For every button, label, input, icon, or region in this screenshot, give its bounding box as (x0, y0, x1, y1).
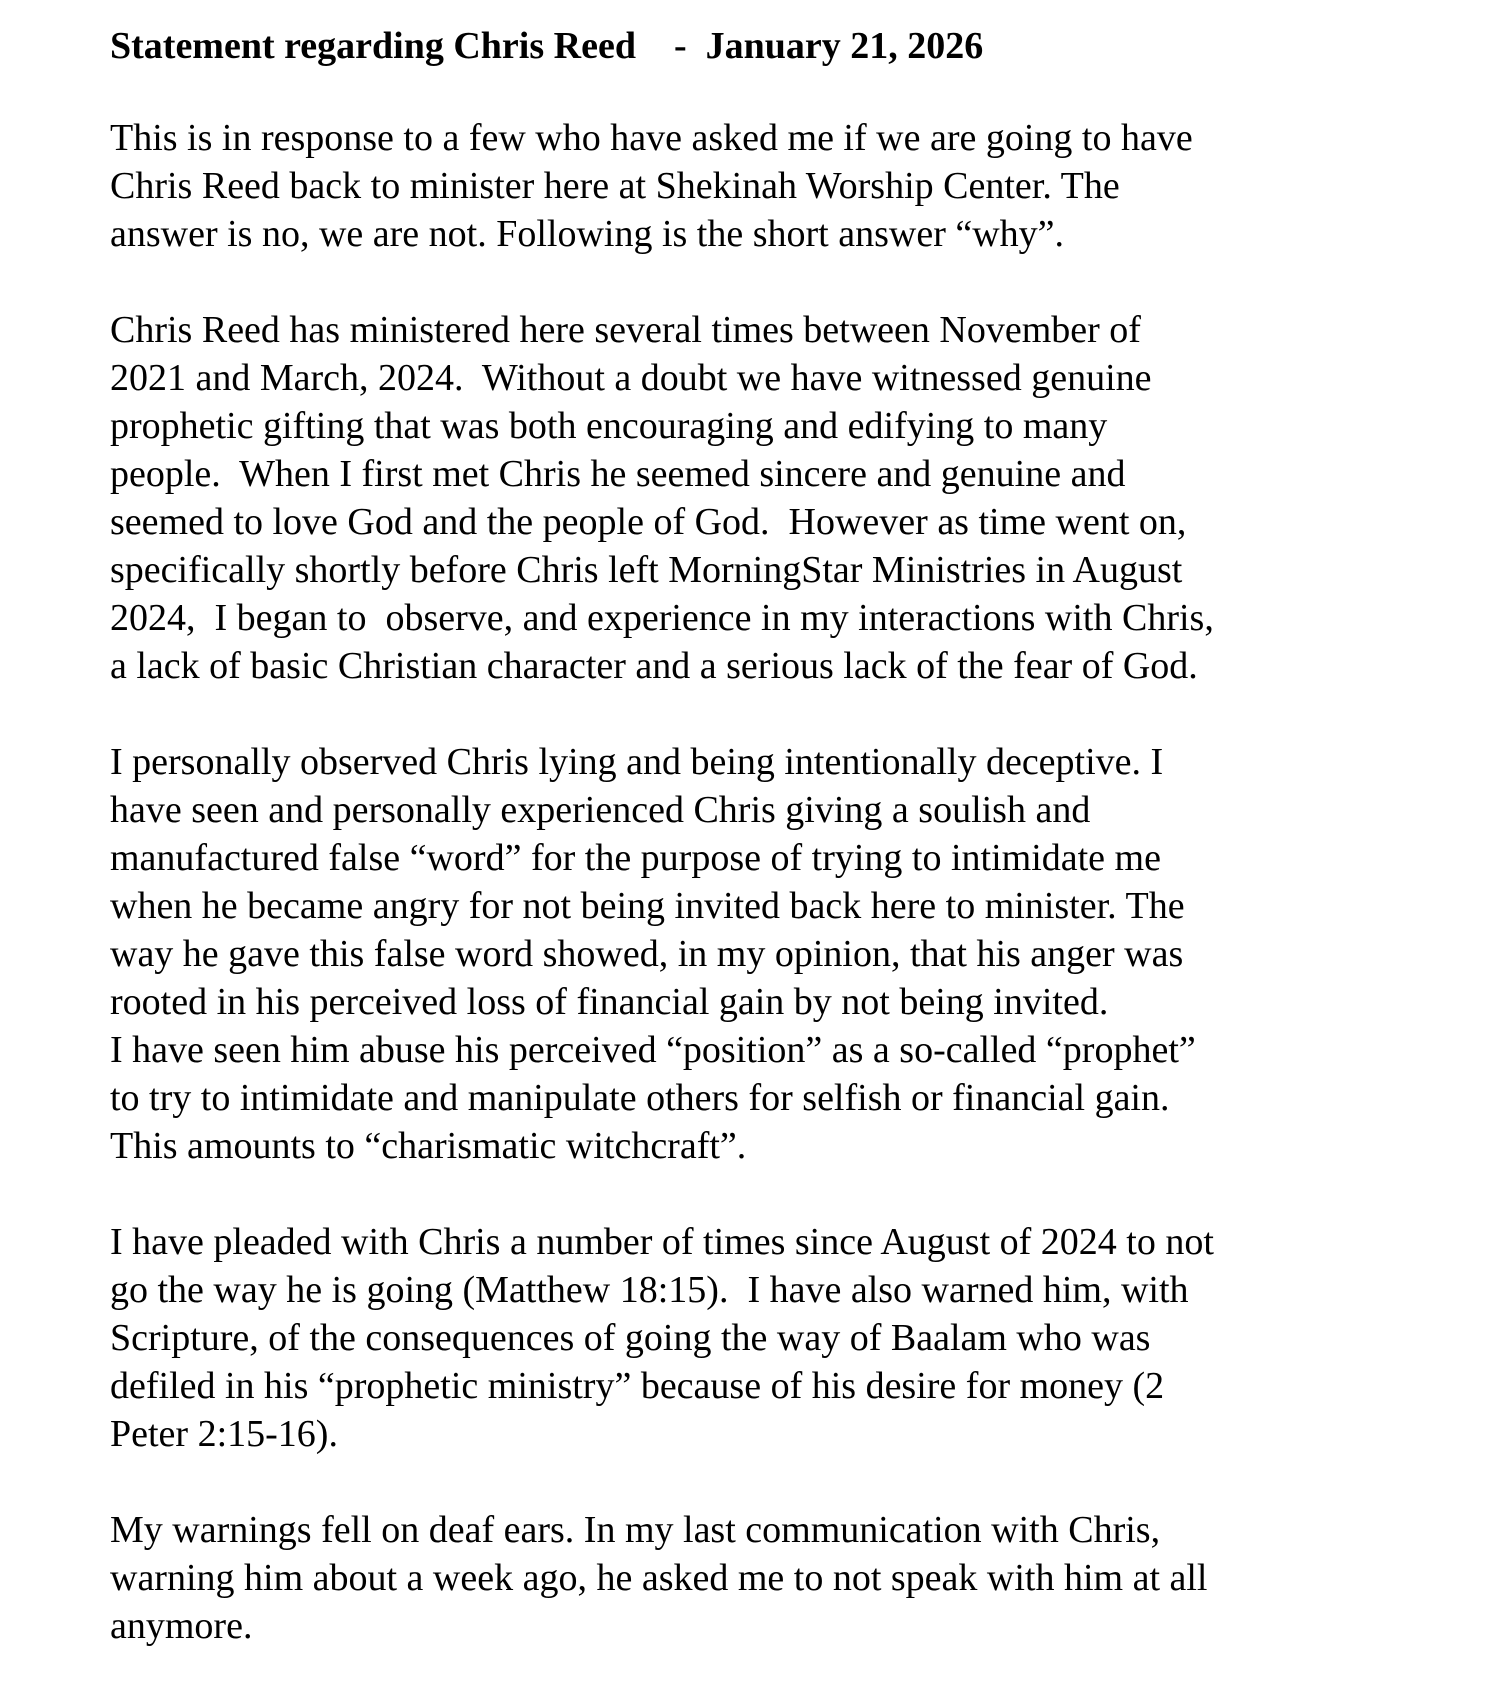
paragraph-line: 2024, I began to observe, and experience in my interactions with Chris, (110, 597, 1214, 639)
paragraph-line: way he gave this false word showed, in my opinion, that his anger was (110, 933, 1184, 975)
paragraph-line: I personally observed Chris lying and being intentionally deceptive. I (110, 741, 1164, 783)
paragraph-line: I have seen him abuse his perceived “position” as a so-called “prophet” (110, 1029, 1196, 1071)
paragraph-line: 2021 and March, 2024. Without a doubt we have witnessed genuine (110, 357, 1152, 399)
paragraph-line: people. When I first met Chris he seemed sincere and genuine and (110, 453, 1126, 495)
paragraph-4 (110, 1218, 1410, 1458)
paragraph-line: specifically shortly before Chris left MorningStar Ministries in August (110, 549, 1183, 591)
paragraph-line: seemed to love God and the people of God. However as time went on, (110, 501, 1187, 543)
paragraph-line: I have pleaded with Chris a number of times since August of 2024 to not (110, 1221, 1214, 1263)
paragraph-line: a lack of basic Christian character and a serious lack of the fear of God. (110, 645, 1198, 687)
paragraph-line: This amounts to “charismatic witchcraft”. (110, 1125, 747, 1167)
paragraph-1 (110, 114, 1410, 258)
statement-document (110, 18, 1410, 1698)
paragraph-line: to try to intimidate and manipulate others for selfish or financial gain. (110, 1077, 1170, 1119)
paragraph-line: when he became angry for not being invited back here to minister. The (110, 885, 1185, 927)
paragraph-line: go the way he is going (Matthew 18:15). I have also warned him, with (110, 1269, 1189, 1311)
paragraph-line: Chris Reed back to minister here at Shekinah Worship Center. The (110, 165, 1120, 207)
paragraph-line: This is in response to a few who have asked me if we are going to have (110, 117, 1193, 159)
document-title: Statement regarding Chris Reed - January 21, 2026 (110, 25, 984, 67)
paragraph-line: anymore. (110, 1605, 253, 1647)
paragraph-line: warning him about a week ago, he asked me to not speak with him at all (110, 1557, 1208, 1599)
paragraph-5 (110, 1506, 1410, 1650)
paragraph-line: prophetic gifting that was both encouraging and edifying to many (110, 405, 1108, 447)
paragraph-line: Chris Reed has ministered here several times between November of (110, 309, 1141, 351)
paragraph-line: manufactured false “word” for the purpose of trying to intimidate me (110, 837, 1161, 879)
paragraph-line: Scripture, of the consequences of going the way of Baalam who was (110, 1317, 1151, 1359)
paragraph-line: have seen and personally experienced Chris giving a soulish and (110, 789, 1091, 831)
paragraph-line: answer is no, we are not. Following is the short answer “why”. (110, 213, 1065, 255)
paragraph-line: defiled in his “prophetic ministry” because of his desire for money (2 (110, 1365, 1165, 1407)
paragraph-2 (110, 306, 1410, 690)
paragraph-line: My warnings fell on deaf ears. In my last communication with Chris, (110, 1509, 1161, 1551)
paragraph-line: Peter 2:15-16). (110, 1413, 338, 1455)
paragraph-3 (110, 738, 1410, 1170)
paragraph-line: rooted in his perceived loss of financial gain by not being invited. (110, 981, 1109, 1023)
